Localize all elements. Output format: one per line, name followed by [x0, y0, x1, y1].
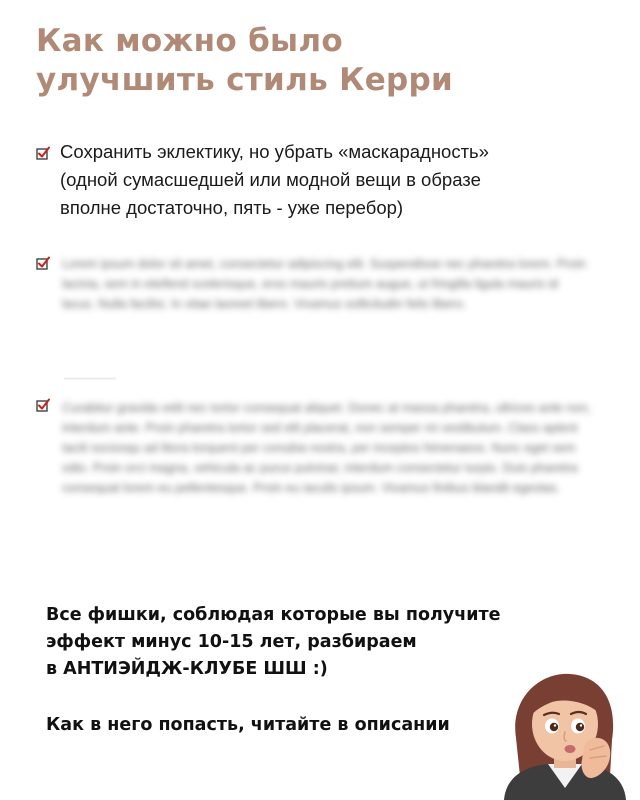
list-item-line: Сохранить эклектику, но убрать «маскарадность» — [60, 141, 489, 162]
title-line-1: Как можно было — [36, 23, 343, 59]
list-item — [60, 138, 580, 222]
blurred-list-item: Curabitur gravida velit nec tortor consequat aliquet. Donec at massa pharetra, ultrices ante non, interdum ante. Proin pharetra tortor sed elit placerat, non semper mi vestibulum. Class aptent taciti sociosqu ad litora torquent per conubia nostra, per inceptos himenaeos. Nunc eget sem odio. Proin orci magna, vehicula ac purus pulvinar, interdum consectetur turpis. Duis pharetra consequat lorem eu pellentesque. Proin eu iaculis ipsum. Vivamus finibus blandit egestas. — [62, 401, 591, 495]
cta-line: Все фишки, соблюдая которые вы получите — [46, 605, 501, 625]
list-item-line: вполне достаточно, пять - уже перебор) — [60, 197, 404, 218]
blurred-list-item: Lorem ipsum dolor sit amet, consectetur adipiscing elit. Suspendisse nec pharetra lorem. Proin lacinia, sem in eleifend scelerisque, eros mauris pretium augue, ut fringilla ligula mauris id lacus. Nulla facilisi. In vitae laoreet libero. Vivamus sollicitudin felis libero. — [62, 257, 586, 311]
title-line-2: улучшить стиль Керри — [36, 62, 454, 98]
cta-line: в АНТИЭЙДЖ-КЛУБЕ ШШ :) — [46, 659, 328, 679]
avatar-memoji — [500, 668, 630, 800]
page-title — [36, 22, 453, 100]
checkbox-check-icon — [36, 256, 50, 270]
checkbox-check-icon — [36, 146, 50, 160]
divider — [64, 378, 116, 379]
checkbox-check-icon — [36, 398, 50, 412]
list-item-line: (одной сумасшедшей или модной вещи в образе — [60, 169, 481, 190]
cta-line: эффект минус 10-15 лет, разбираем — [46, 632, 417, 652]
cta-how-to-join: Как в него попасть, читайте в описании — [46, 715, 450, 735]
cta-text — [46, 602, 500, 683]
